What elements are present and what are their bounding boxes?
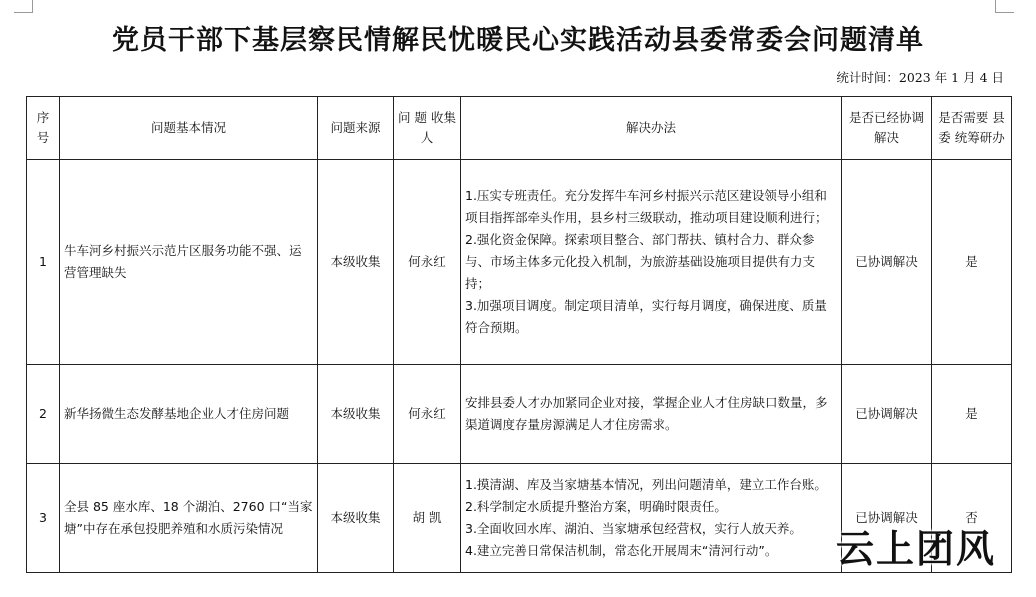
row-desc: 新华扬微生态发酵基地企业人才住房问题 bbox=[60, 365, 318, 464]
row-need: 是 bbox=[932, 160, 1012, 365]
row-solution bbox=[461, 160, 842, 365]
header-resolved: 是否已经协调解决 bbox=[842, 97, 932, 160]
solution-line: 2.科学制定水质提升整治方案，明确时限责任。 bbox=[465, 499, 727, 514]
page-corner-mark-right bbox=[995, 0, 1014, 13]
header-solution: 解决办法 bbox=[461, 97, 842, 160]
watermark-logo: 云上团风 bbox=[835, 526, 996, 571]
header-collector: 问 题 收集人 bbox=[394, 97, 461, 160]
row-solution bbox=[461, 464, 842, 573]
solution-line: 1.压实专班责任。充分发挥牛车河乡村振兴示范区建设领导小组和项目指挥部牵头作用，县乡村三级联动，推动项目建设顺利进行； bbox=[465, 188, 828, 225]
row-collector: 何永红 bbox=[394, 160, 461, 365]
row-no: 3 bbox=[27, 464, 60, 573]
solution-line: 3.全面收回水库、湖泊、当家塘承包经营权，实行人放天养。 bbox=[465, 521, 802, 536]
table-row bbox=[27, 160, 1012, 365]
solution-line: 3.加强项目调度。制定项目清单，实行每月调度，确保进度、质量符合预期。 bbox=[465, 298, 827, 335]
row-resolved: 已协调解决 bbox=[842, 365, 932, 464]
page-corner-mark-left bbox=[14, 0, 33, 13]
stat-date: 统计时间：2023 年 1 月 4 日 bbox=[836, 70, 1004, 85]
solution-line: 安排县委人才办加紧同企业对接，掌握企业人才住房缺口数量，多渠道调度存量房源满足人才住房需求。 bbox=[465, 395, 828, 432]
row-resolved: 已协调解决 bbox=[842, 464, 932, 573]
solution-line: 4.建立完善日常保洁机制，常态化开展周末“清河行动”。 bbox=[465, 543, 778, 558]
table-row bbox=[27, 365, 1012, 464]
row-need: 否 bbox=[932, 464, 1012, 573]
row-desc: 全县 85 座水库、18 个湖泊、2760 口“当家塘”中存在承包投肥养殖和水质污染情况 bbox=[60, 464, 318, 573]
header-no: 序号 bbox=[27, 97, 60, 160]
row-solution bbox=[461, 365, 842, 464]
header-need: 是否需要 县 委 统筹研办 bbox=[932, 97, 1012, 160]
row-source: 本级收集 bbox=[318, 464, 394, 573]
row-resolved: 已协调解决 bbox=[842, 160, 932, 365]
issues-table bbox=[26, 96, 1012, 573]
row-source: 本级收集 bbox=[318, 160, 394, 365]
header-row bbox=[27, 97, 1012, 160]
header-source: 问题来源 bbox=[318, 97, 394, 160]
solution-line: 1.摸清湖、库及当家塘基本情况，列出问题清单，建立工作台账。 bbox=[465, 477, 827, 492]
row-desc: 牛车河乡村振兴示范片区服务功能不强、运营管理缺失 bbox=[60, 160, 318, 365]
header-desc: 问题基本情况 bbox=[60, 97, 318, 160]
document-title: 党员干部下基层察民情解民忧暖民心实践活动县委常委会问题清单 bbox=[112, 25, 924, 56]
row-collector: 何永红 bbox=[394, 365, 461, 464]
row-need: 是 bbox=[932, 365, 1012, 464]
row-source: 本级收集 bbox=[318, 365, 394, 464]
row-collector: 胡 凯 bbox=[394, 464, 461, 573]
row-no: 2 bbox=[27, 365, 60, 464]
row-no: 1 bbox=[27, 160, 60, 365]
solution-line: 2.强化资金保障。探索项目整合、部门帮扶、镇村合力、群众参与、市场主体多元化投入机制，为旅游基础设施项目提供有力支持； bbox=[465, 232, 816, 291]
